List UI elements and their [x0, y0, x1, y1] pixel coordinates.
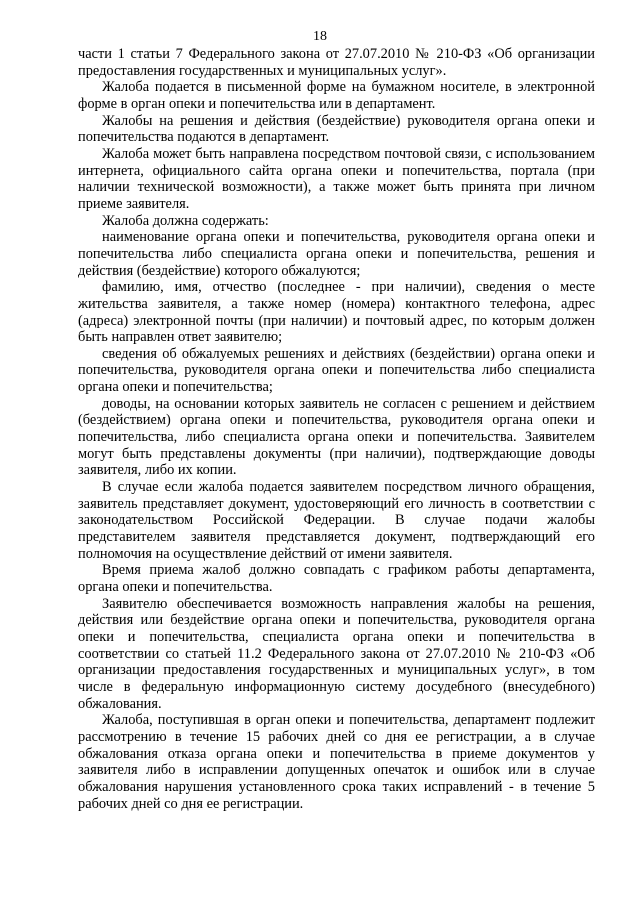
- paragraph-contents-applicant-details: фамилию, имя, отчество (последнее - при наличии), сведения о месте жительства заявителя, а также номер (номера) контактного телефона, адрес (адреса) электронной почты (при наличии) и почтовый адрес, по которым должен быть направлен ответ заявителю;: [78, 279, 595, 346]
- page-number: 18: [313, 29, 327, 44]
- paragraph-contents-arguments: доводы, на основании которых заявитель не согласен с решением и действием (бездействием) органа опеки и попечительства, руководителя органа опеки и попечительства, либо специалиста органа опеки и попечительства. Заявителем могут быть представлены документы (при наличии), подтверждающие доводы заявителя, либо их копии.: [78, 395, 595, 479]
- paragraph-submission-channels: Жалоба может быть направлена посредством почтовой связи, с использованием интернета, официального сайта органа опеки и попечительства, портала (при наличии технической возможности), а также может быть принята при личном приеме заявителя.: [78, 145, 595, 212]
- paragraph-contents-appealed-decisions: сведения об обжалуемых решениях и действиях (бездействии) органа опеки и попечительства, руководителя органа опеки и попечительства либо специалиста органа опеки и попечительства;: [78, 345, 595, 396]
- paragraph-personal-submission: В случае если жалоба подается заявителем посредством личного обращения, заявитель представляет документ, удостоверяющий его личность в соответствии с законодательством Российской Федерации. В случае подачи жалобы представителем заявителя представляется документ, подтверждающий его полномочия на осуществление действий от имени заявителя.: [78, 479, 595, 562]
- paragraph-review-deadlines: Жалоба, поступившая в орган опеки и попечительства, департамент подлежит рассмотрению в течение 15 рабочих дней со дня ее регистрации, а в случае обжалования отказа органа опеки и попечительства в приеме документов у заявителя либо в исправлении допущенных опечаток и ошибок или в случае обжалования нарушения установленного срока таких исправлений - в течение 5 рабочих дней со дня ее регистрации.: [78, 712, 595, 812]
- paragraph-reception-hours: Время приема жалоб должно совпадать с графиком работы департамента, органа опеки и попечительства.: [78, 562, 595, 595]
- paragraph-electronic-appeal: Заявителю обеспечивается возможность направления жалобы на решения, действия или бездействие органа опеки и попечительства, руководителя органа опеки и попечительства, специалиста органа опеки и попечительства в соответствии со статьей 11.2 Федерального закона от 27.07.2010 № 210-ФЗ «Об организации предоставления государственных и муниципальных услуг», в том числе в федеральную информационную систему досудебного (внесудебного) обжалования.: [78, 595, 595, 712]
- document-body: [78, 46, 595, 812]
- paragraph-law-reference-continuation: части 1 статьи 7 Федерального закона от 27.07.2010 № 210-ФЗ «Об организации предоставления государственных и муниципальных услуг».: [78, 46, 595, 79]
- paragraph-complaints-on-head: Жалобы на решения и действия (бездействие) руководителя органа опеки и попечительства подаются в департамент.: [78, 112, 595, 146]
- paragraph-complaint-form: Жалоба подается в письменной форме на бумажном носителе, в электронной форме в орган опеки и попечительства или в департамент.: [78, 79, 595, 112]
- paragraph-contents-authority-name: наименование органа опеки и попечительства, руководителя органа опеки и попечительства либо специалиста органа опеки и попечительства, решения и действия (бездействие) которого обжалуются;: [78, 229, 595, 279]
- paragraph-complaint-contents-intro: Жалоба должна содержать:: [102, 212, 269, 229]
